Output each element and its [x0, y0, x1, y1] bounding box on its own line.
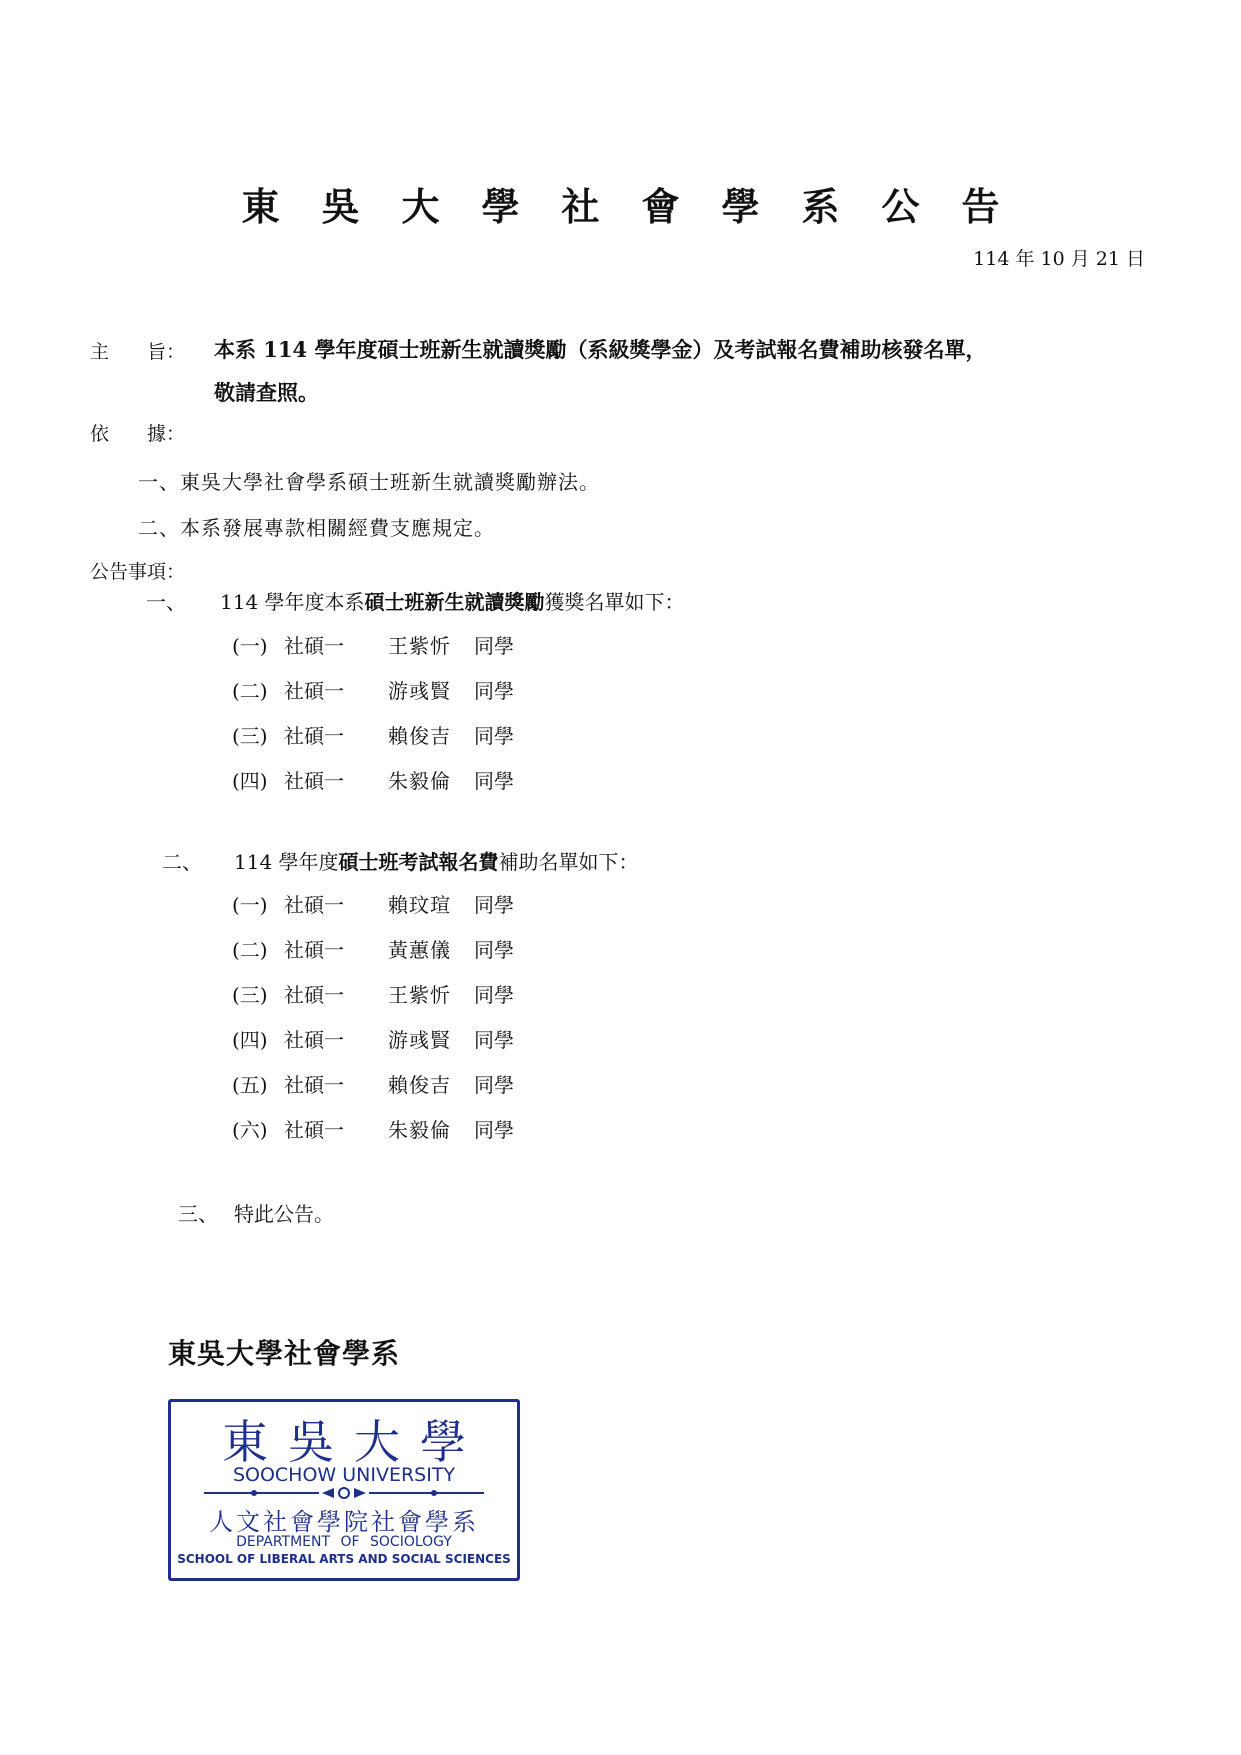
entry-name: 朱毅倫	[388, 1118, 451, 1142]
entry-name: 游彧賢	[388, 679, 451, 703]
entry-suffix: 同學	[474, 983, 514, 1007]
subject-line-1: 本系 114 學年度碩士班新生就讀獎勵（系級獎學金）及考試報名費補助核發名單，	[214, 337, 987, 362]
entry-suffix: 同學	[474, 634, 514, 658]
section-text-pre: 114 學年度本系	[220, 590, 365, 614]
list-item	[232, 630, 514, 675]
section-text-post: 補助名單如下：	[498, 850, 639, 874]
entry-number: (二)	[232, 938, 268, 962]
section-text-bold: 碩士班考試報名費	[338, 850, 499, 874]
section-marker: 三、	[178, 1202, 218, 1226]
section-marker: 一、	[146, 590, 186, 614]
section-text-bold: 碩士班新生就讀獎勵	[364, 590, 545, 614]
entry-class: 社碩一	[284, 983, 344, 1007]
stamp-department-cn: 人文社會學院社會學系	[209, 1508, 479, 1536]
entry-class: 社碩一	[284, 724, 344, 748]
entry-number: (一)	[232, 634, 268, 658]
list-item	[232, 934, 514, 979]
section-text: 特此公告。	[234, 1202, 334, 1226]
subject-label: 主 旨：	[90, 341, 186, 363]
entry-name: 王紫忻	[388, 634, 451, 658]
entry-suffix: 同學	[474, 893, 514, 917]
entry-name: 黃蕙儀	[388, 938, 451, 962]
page-title: 東吳大學社會學系公告	[241, 184, 1042, 229]
entry-suffix: 同學	[474, 1028, 514, 1052]
entry-name: 賴玟瑄	[388, 893, 451, 917]
notice-section-3	[178, 1198, 334, 1227]
entry-suffix: 同學	[474, 724, 514, 748]
stamp-university-cn: 東吳大學	[222, 1415, 486, 1469]
list-item	[232, 765, 514, 810]
entry-class: 社碩一	[284, 1073, 344, 1097]
stamp-university-en: SOOCHOW UNIVERSITY	[232, 1464, 456, 1486]
entry-number: (六)	[232, 1118, 268, 1142]
entry-class: 社碩一	[284, 938, 344, 962]
section-1-list	[232, 630, 514, 810]
subject-line-2: 敬請查照。	[214, 380, 319, 405]
entry-suffix: 同學	[474, 1073, 514, 1097]
entry-class: 社碩一	[284, 1028, 344, 1052]
entry-name: 王紫忻	[388, 983, 451, 1007]
list-item	[232, 889, 514, 934]
notice-section-1-heading	[146, 586, 685, 615]
section-2-list	[232, 889, 514, 1159]
basis-item-1: 一、東吳大學社會學系碩士班新生就讀獎勵辦法。	[138, 470, 600, 494]
entry-class: 社碩一	[284, 1118, 344, 1142]
entry-class: 社碩一	[284, 679, 344, 703]
entry-class: 社碩一	[284, 634, 344, 658]
notice-section-2-heading	[162, 846, 639, 875]
list-item	[232, 1114, 514, 1159]
entry-name: 朱毅倫	[388, 769, 451, 793]
basis-label: 依 據：	[90, 423, 186, 445]
entry-class: 社碩一	[284, 893, 344, 917]
official-seal-stamp	[168, 1399, 518, 1579]
list-item	[232, 720, 514, 765]
stamp-school-en: SCHOOL OF LIBERAL ARTS AND SOCIAL SCIENCES	[177, 1552, 511, 1566]
entry-number: (四)	[232, 1028, 268, 1052]
announcement-date: 114 年 10 月 21 日	[973, 248, 1145, 270]
notice-label: 公告事項：	[90, 561, 186, 583]
entry-suffix: 同學	[474, 679, 514, 703]
entry-suffix: 同學	[474, 1118, 514, 1142]
entry-number: (五)	[232, 1073, 268, 1097]
entry-name: 賴俊吉	[388, 1073, 451, 1097]
entry-name: 賴俊吉	[388, 724, 451, 748]
entry-suffix: 同學	[474, 769, 514, 793]
list-item	[232, 979, 514, 1024]
entry-number: (一)	[232, 893, 268, 917]
list-item	[232, 1069, 514, 1114]
section-text-post: 獲獎名單如下：	[544, 590, 685, 614]
stamp-border	[168, 1399, 520, 1581]
entry-suffix: 同學	[474, 938, 514, 962]
entry-class: 社碩一	[284, 769, 344, 793]
ornament-divider-icon	[194, 1486, 494, 1500]
entry-number: (三)	[232, 724, 268, 748]
basis-item-2: 二、本系發展專款相關經費支應規定。	[138, 516, 495, 540]
list-item	[232, 675, 514, 720]
list-item	[232, 1024, 514, 1069]
stamp-department-en: DEPARTMENT OF SOCIOLOGY	[236, 1534, 452, 1550]
entry-number: (三)	[232, 983, 268, 1007]
entry-name: 游彧賢	[388, 1028, 451, 1052]
department-signature: 東吳大學社會學系	[168, 1337, 401, 1370]
entry-number: (二)	[232, 679, 268, 703]
section-marker: 二、	[162, 850, 202, 874]
entry-number: (四)	[232, 769, 268, 793]
section-text-pre: 114 學年度	[234, 850, 339, 874]
